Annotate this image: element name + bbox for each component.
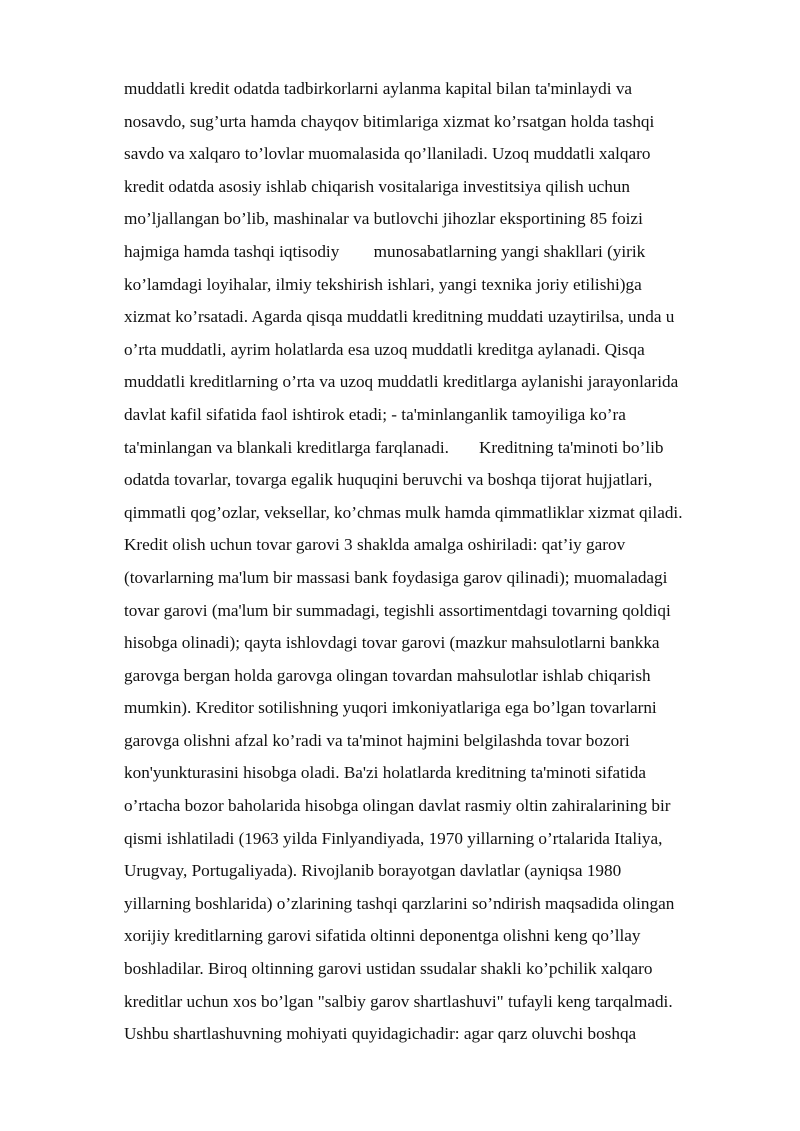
text-line: Ushbu shartlashuvning mohiyati quyidagichadir: agar qarz oluvchi boshqa: [124, 1024, 637, 1044]
text-line: Kredit olish uchun tovar garovi 3 shaklda amalga oshiriladi: qat’iy garov: [124, 535, 626, 555]
text-line: mumkin). Kreditor sotilishning yuqori imkoniyatlariga ega bo’lgan tovarlarni: [124, 698, 657, 718]
text-line: mo’ljallangan bo’lib, mashinalar va butlovchi jihozlar eksportining 85 foizi: [124, 209, 643, 229]
text-line: xizmat ko’rsatadi. Agarda qisqa muddatli kreditning muddati uzaytirilsa, unda u: [124, 307, 675, 327]
text-line: kredit odatda asosiy ishlab chiqarish vositalariga investitsiya qilish uchun: [124, 176, 630, 196]
text-line: tovar garovi (ma'lum bir summadagi, tegishli assortimentdagi tovarning qoldiqi: [124, 600, 671, 620]
text-line: ta'minlangan va blankali kreditlarga farqlanadi. Kreditning ta'minoti bo’lib: [124, 437, 664, 457]
text-line: savdo va xalqaro to’lovlar muomalasida qo’llaniladi. Uzoq muddatli xalqaro: [124, 144, 651, 164]
text-line: garovga bergan holda garovga olingan tovardan mahsulotlar ishlab chiqarish: [124, 665, 651, 685]
text-line: odatda tovarlar, tovarga egalik huquqini beruvchi va boshqa tijorat hujjatlari,: [124, 470, 653, 490]
text-line: muddatli kredit odatda tadbirkorlarni aylanma kapital bilan ta'minlaydi va: [124, 79, 633, 98]
text-line: o’rta muddatli, ayrim holatlarda esa uzoq muddatli kreditga aylanadi. Qisqa: [124, 339, 645, 359]
text-line: qimmatli qog’ozlar, veksellar, ko’chmas mulk hamda qimmatliklar xizmat qiladi.: [124, 502, 683, 522]
text-line: yillarning boshlarida) o’zlarining tashqi qarzlarini so’ndirish maqsadida olingan: [124, 893, 675, 913]
text-line: muddatli kreditlarning o’rta va uzoq muddatli kreditlarga aylanishi jarayonlarida: [124, 372, 679, 392]
text-line: garovga olishni afzal ko’radi va ta'minot hajmini belgilashda tovar bozori: [124, 730, 630, 750]
text-line: xorijiy kreditlarning garovi sifatida oltinni deponentga olishni keng qo’llay: [124, 926, 641, 946]
text-line: hisobga olinadi); qayta ishlovdagi tovar garovi (mazkur mahsulotlarni bankka: [124, 633, 660, 653]
text-line: davlat kafil sifatida faol ishtirok etadi; - ta'minlanganlik tamoyiliga ko’ra: [124, 404, 626, 424]
text-line: qismi ishlatiladi (1963 yilda Finlyandiyada, 1970 yillarning o’rtalarida Italiya,: [124, 828, 663, 848]
text-line: nosavdo, sug’urta hamda chayqov bitimlariga xizmat ko’rsatgan holda tashqi: [124, 111, 655, 131]
text-line: ko’lamdagi loyihalar, ilmiy tekshirish ishlari, yangi texnika joriy etilishi)ga: [124, 274, 642, 294]
text-line: boshladilar. Biroq oltinning garovi ustidan ssudalar shakli ko’pchilik xalqaro: [124, 959, 653, 979]
text-line: kreditlar uchun xos bo’lgan "salbiy garov shartlashuvi" tufayli keng tarqalmadi.: [124, 991, 673, 1011]
text-line: (tovarlarning ma'lum bir massasi bank foydasiga garov qilinadi); muomaladagi: [124, 567, 668, 587]
body-text: [124, 73, 764, 1051]
text-line: kon'yunkturasini hisobga oladi. Ba'zi holatlarda kreditning ta'minoti sifatida: [124, 763, 646, 783]
text-line: o’rtacha bozor baholarida hisobga olingan davlat rasmiy oltin zahiralarining bir: [124, 796, 671, 816]
text-line: Urugvay, Portugaliyada). Rivojlanib borayotgan davlatlar (ayniqsa 1980: [124, 861, 622, 881]
text-line: hajmiga hamda tashqi iqtisodiy munosabatlarning yangi shakllari (yirik: [124, 241, 646, 261]
